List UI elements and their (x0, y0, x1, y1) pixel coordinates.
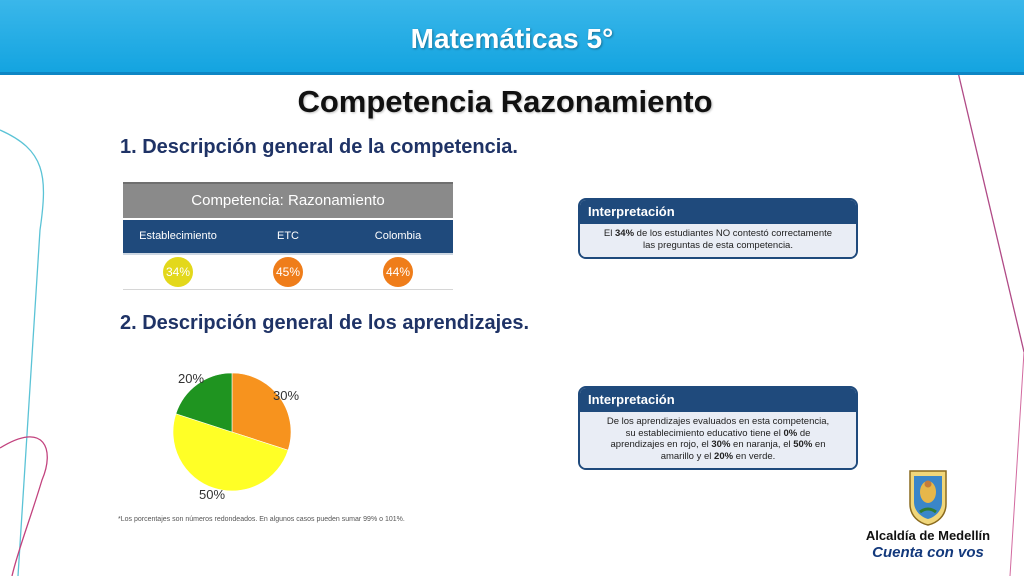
section-2-heading: 2. Descripción general de los aprendizajes. (120, 312, 530, 334)
interpretation-text: De los aprendizajes evaluados en esta competencia, (606, 416, 830, 427)
competency-table-values (123, 255, 453, 290)
coat-of-arms-icon (907, 468, 949, 526)
interpretation-line (590, 240, 846, 252)
interpretation-1-text (580, 224, 856, 257)
interpretation-1-header: Interpretación (580, 200, 856, 224)
interpretation-line (590, 451, 846, 463)
column-header-colombia: Colombia (374, 230, 422, 242)
alcaldia-logo (858, 468, 998, 568)
interpretation-2-header: Interpretación (580, 388, 856, 412)
interpretation-2-text (580, 412, 856, 468)
value-establecimiento: 34% (163, 257, 193, 287)
pie-label-yellow: 50% (199, 487, 226, 502)
interpretation-box-1 (578, 198, 858, 259)
interpretation-text: en verde. (733, 450, 776, 462)
header-title: Matemáticas 5° (410, 23, 614, 54)
interpretation-highlight: 0% (783, 427, 798, 439)
interpretation-text: en naranja, el (730, 439, 794, 450)
competency-table-title: Competencia: Razonamiento (123, 182, 453, 218)
interpretation-highlight: 30% (711, 439, 731, 450)
logo-line-2: Cuenta con vos (872, 544, 984, 561)
interpretation-text: amarillo y el (660, 450, 715, 462)
section-1-heading: 1. Descripción general de la competencia. (120, 136, 518, 158)
value-colombia: 44% (383, 257, 413, 287)
pie-label-orange: 30% (273, 388, 300, 403)
interpretation-highlight: 34% (615, 228, 635, 239)
interpretation-text: de (797, 427, 811, 439)
interpretation-highlight: 20% (714, 450, 734, 462)
interpretation-line (590, 439, 846, 451)
pie-label-green: 20% (178, 371, 205, 386)
footnote: *Los porcentajes son números redondeados. En algunos casos pueden sumar 99% o 101%. (118, 516, 405, 523)
interpretation-highlight: 50% (793, 439, 813, 450)
interpretation-text: aprendizajes en rojo, el (610, 439, 712, 450)
interpretation-text: las preguntas de esta competencia. (643, 239, 793, 251)
competency-table (123, 182, 453, 290)
interpretation-text: su establecimiento educativo tiene el (625, 427, 784, 439)
competency-table-header (123, 220, 453, 255)
column-header-establecimiento: Establecimiento (139, 230, 217, 242)
interpretation-text: en (812, 439, 826, 450)
logo-line-1: Alcaldía de Medellín (865, 528, 991, 543)
interpretation-text: El (603, 228, 616, 239)
interpretation-line (590, 428, 846, 440)
interpretation-box-2 (578, 386, 858, 470)
slide-title: Competencia Razonamiento (297, 84, 713, 119)
value-etc: 45% (273, 257, 303, 287)
interpretation-text: de los estudiantes NO contestó correctamente (634, 228, 833, 239)
interpretation-line (590, 416, 846, 428)
column-header-etc: ETC (277, 230, 299, 242)
interpretation-line (590, 228, 846, 240)
